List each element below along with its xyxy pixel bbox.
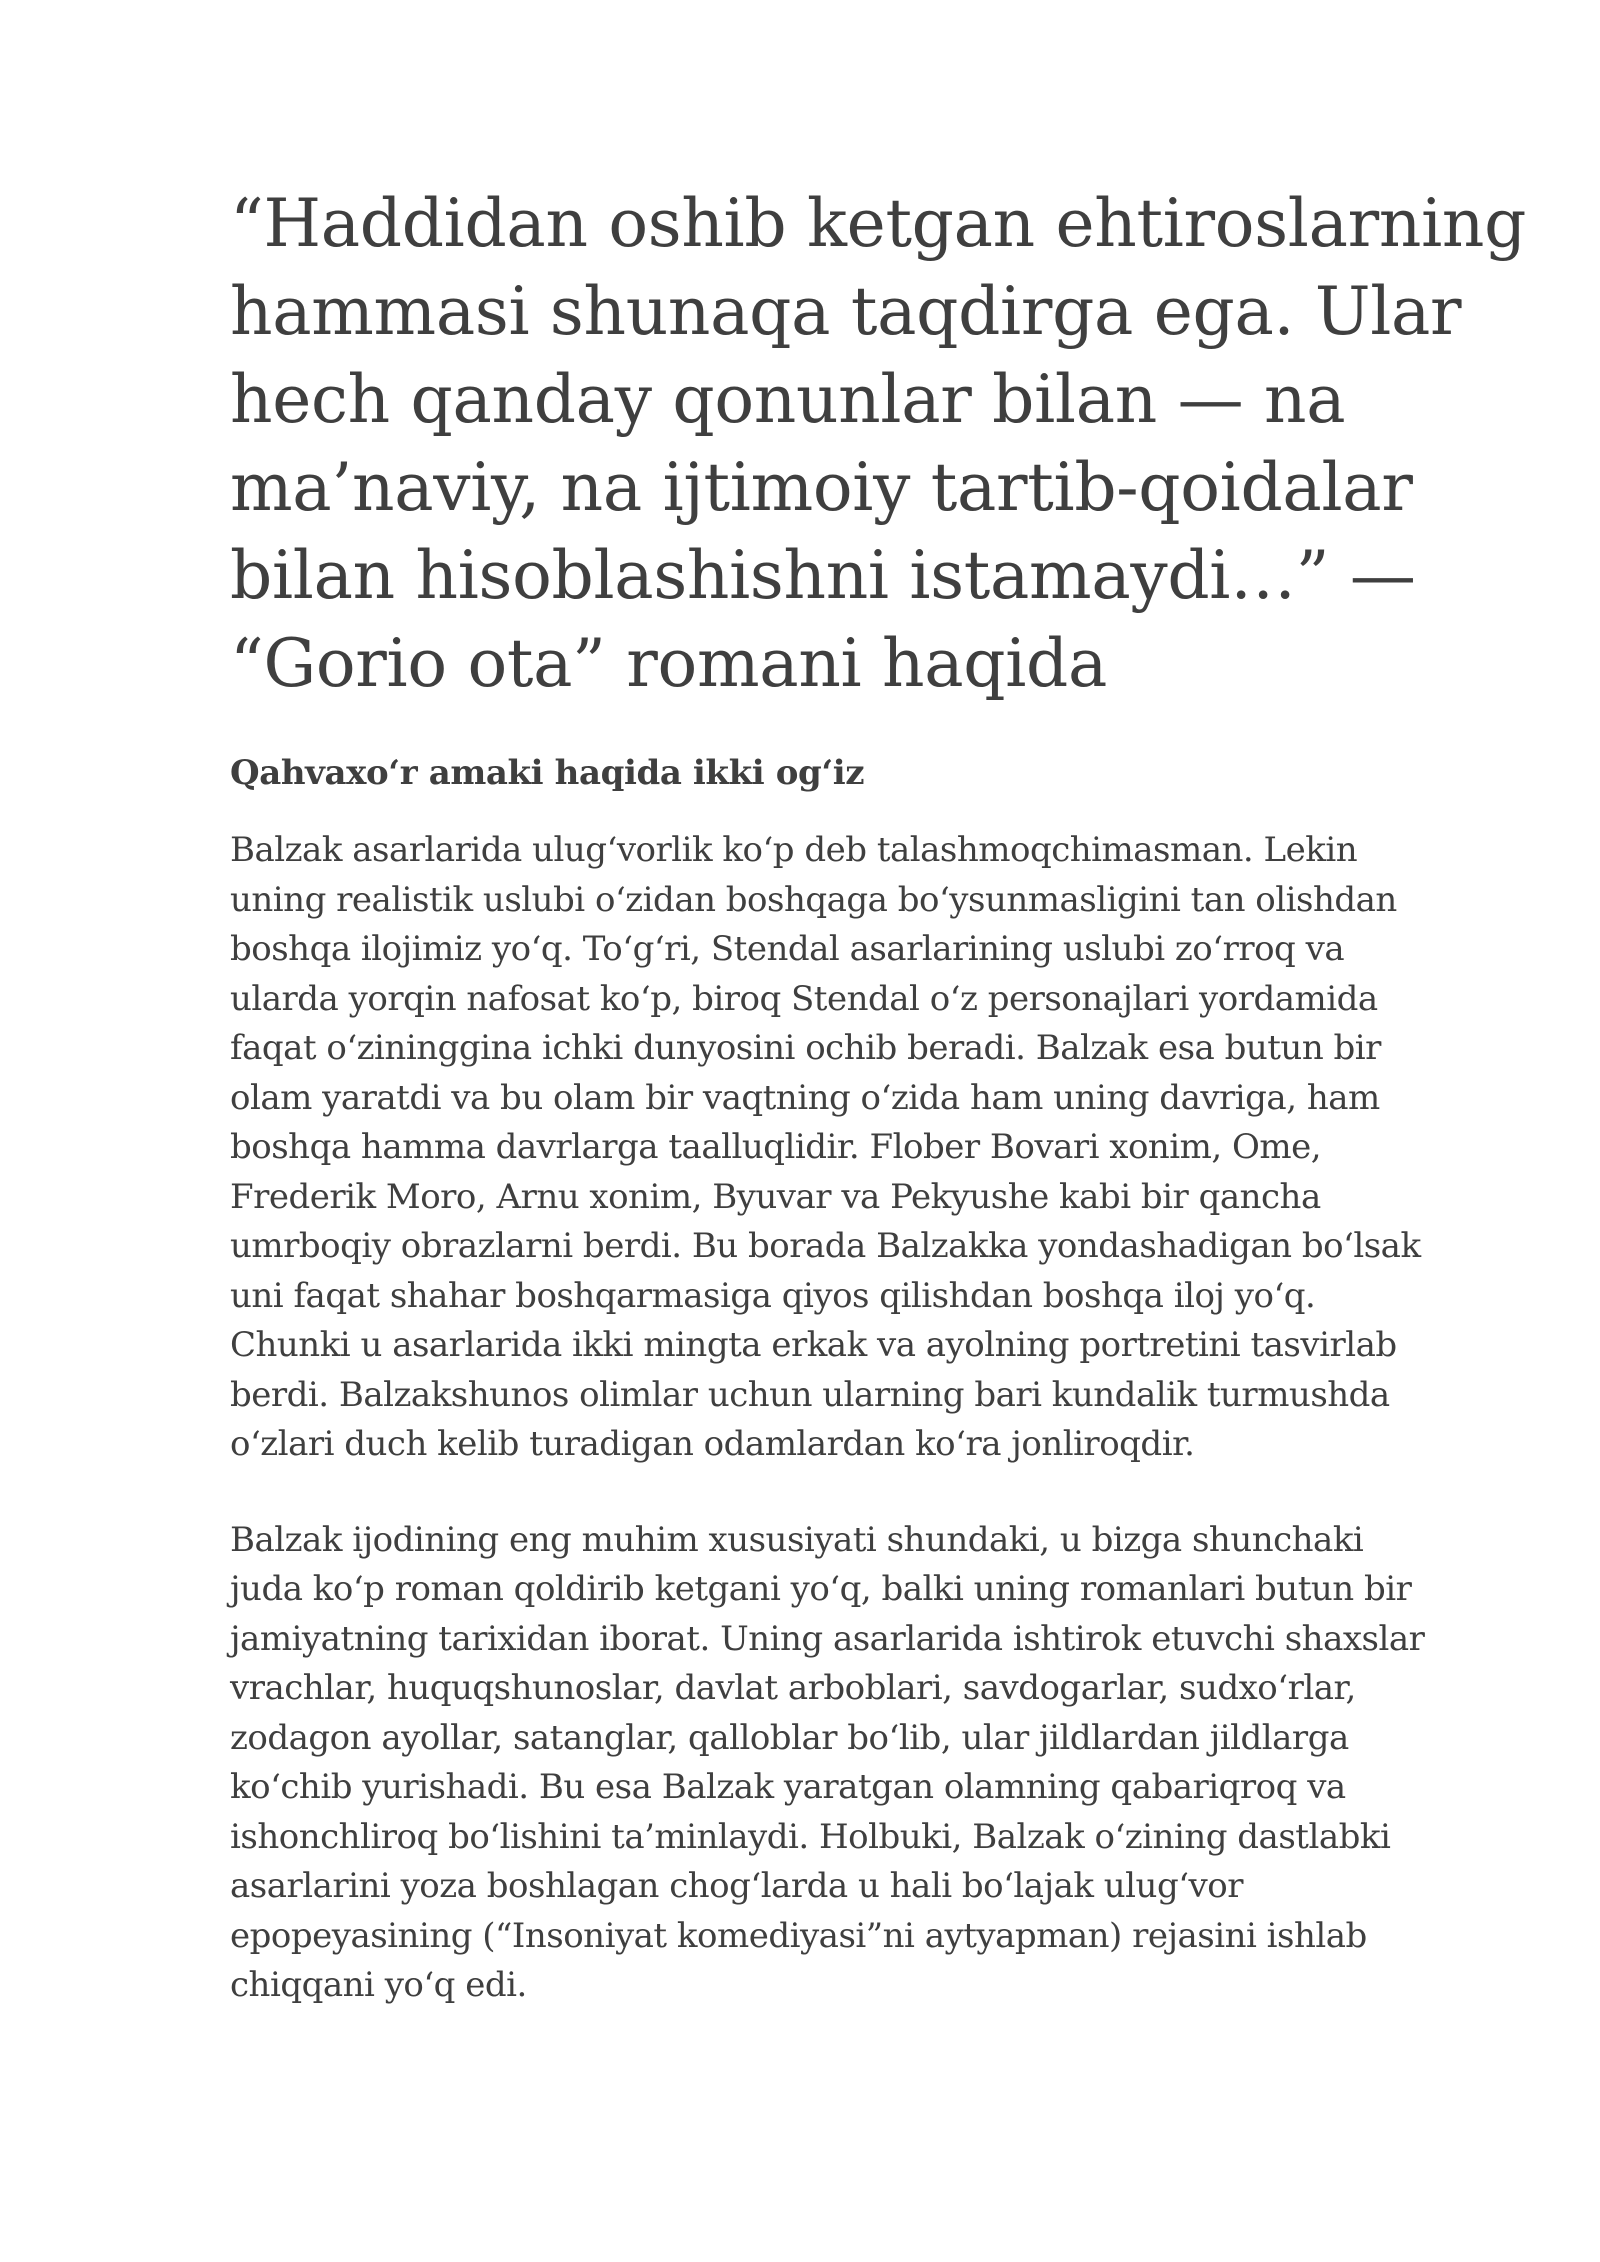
section-heading: Qahvaxo‘r amaki haqida ikki og‘iz xyxy=(230,753,865,793)
text-line: faqat o‘zininggina ichki dunyosini ochib beradi. Balzak esa butun bir xyxy=(230,1028,1381,1068)
title-line: ma’naviy, na ijtimoiy tartib-qoidalar xyxy=(230,449,1413,526)
text-line: berdi. Balzakshunos olimlar uchun ularning bari kundalik turmushda xyxy=(230,1374,1390,1415)
text-line: ko‘chib yurishadi. Bu esa Balzak yaratgan olamning qabariqroq va xyxy=(230,1767,1346,1807)
title-line: “Haddidan oshib ketgan ehtiroslarning xyxy=(230,185,1527,262)
article xyxy=(230,180,1527,2011)
title-line: bilan hisoblashishni istamaydi…” — xyxy=(230,537,1416,614)
text-line: vrachlar, huquqshunoslar, davlat arboblari, savdogarlar, sudxo‘rlar, xyxy=(230,1668,1356,1708)
article-title xyxy=(230,180,1527,708)
text-line: chiqqani yo‘q edi. xyxy=(230,1965,527,2005)
paragraph-1 xyxy=(230,826,1480,1470)
text-line: Frederik Moro, Arnu xonim, Byuvar va Pekyushe kabi bir qancha xyxy=(230,1176,1321,1217)
title-line: “Gorio ota” romani haqida xyxy=(230,625,1108,702)
text-line: Balzak ijodining eng muhim xususiyati shundaki, u bizga shunchaki xyxy=(230,1519,1364,1560)
paragraph-2 xyxy=(230,1516,1480,2011)
title-line: hammasi shunaqa taqdirga ega. Ular xyxy=(230,273,1462,350)
text-line: epopeyasining (“Insoniyat komediyasi”ni aytyapman) rejasini ishlab xyxy=(230,1915,1367,1956)
text-line: o‘zlari duch kelib turadigan odamlardan ko‘ra jonliroqdir. xyxy=(230,1424,1195,1464)
text-line: juda ko‘p roman qoldirib ketgani yo‘q, balki uning romanlari butun bir xyxy=(230,1569,1412,1609)
text-line: zodagon ayollar, satanglar, qalloblar bo‘lib, ular jildlardan jildlarga xyxy=(230,1717,1349,1758)
text-line: Balzak asarlarida ulug‘vorlik ko‘p deb talashmoqchimasman. Lekin xyxy=(230,830,1358,870)
text-line: ishonchliroq bo‘lishini ta’minlaydi. Holbuki, Balzak o‘zining dastlabki xyxy=(230,1816,1391,1857)
text-line: jamiyatning tarixidan iborat. Uning asarlarida ishtirok etuvchi shaxslar xyxy=(230,1618,1425,1659)
text-line: asarlarini yoza boshlagan chog‘larda u hali bo‘lajak ulug‘vor xyxy=(230,1866,1243,1906)
text-line: uni faqat shahar boshqarmasiga qiyos qilishdan boshqa iloj yo‘q. xyxy=(230,1275,1316,1316)
text-line: boshqa hamma davrlarga taalluqlidir. Flober Bovari xonim, Ome, xyxy=(230,1127,1322,1167)
text-line: olam yaratdi va bu olam bir vaqtning o‘zida ham uning davriga, ham xyxy=(230,1077,1380,1118)
text-line: boshqa ilojimiz yo‘q. To‘g‘ri, Stendal asarlarining uslubi zo‘rroq va xyxy=(230,929,1345,969)
text-line: umrboqiy obrazlarni berdi. Bu borada Balzakka yondashadigan bo‘lsak xyxy=(230,1226,1421,1266)
title-line: hech qanday qonunlar bilan — na xyxy=(230,361,1346,438)
text-line: ularda yorqin nafosat ko‘p, biroq Stendal o‘z personajlari yordamida xyxy=(230,978,1378,1019)
text-line: uning realistik uslubi o‘zidan boshqaga bo‘ysunmasligini tan olishdan xyxy=(230,879,1397,920)
text-line: Chunki u asarlarida ikki mingta erkak va ayolning portretini tasvirlab xyxy=(230,1325,1397,1365)
